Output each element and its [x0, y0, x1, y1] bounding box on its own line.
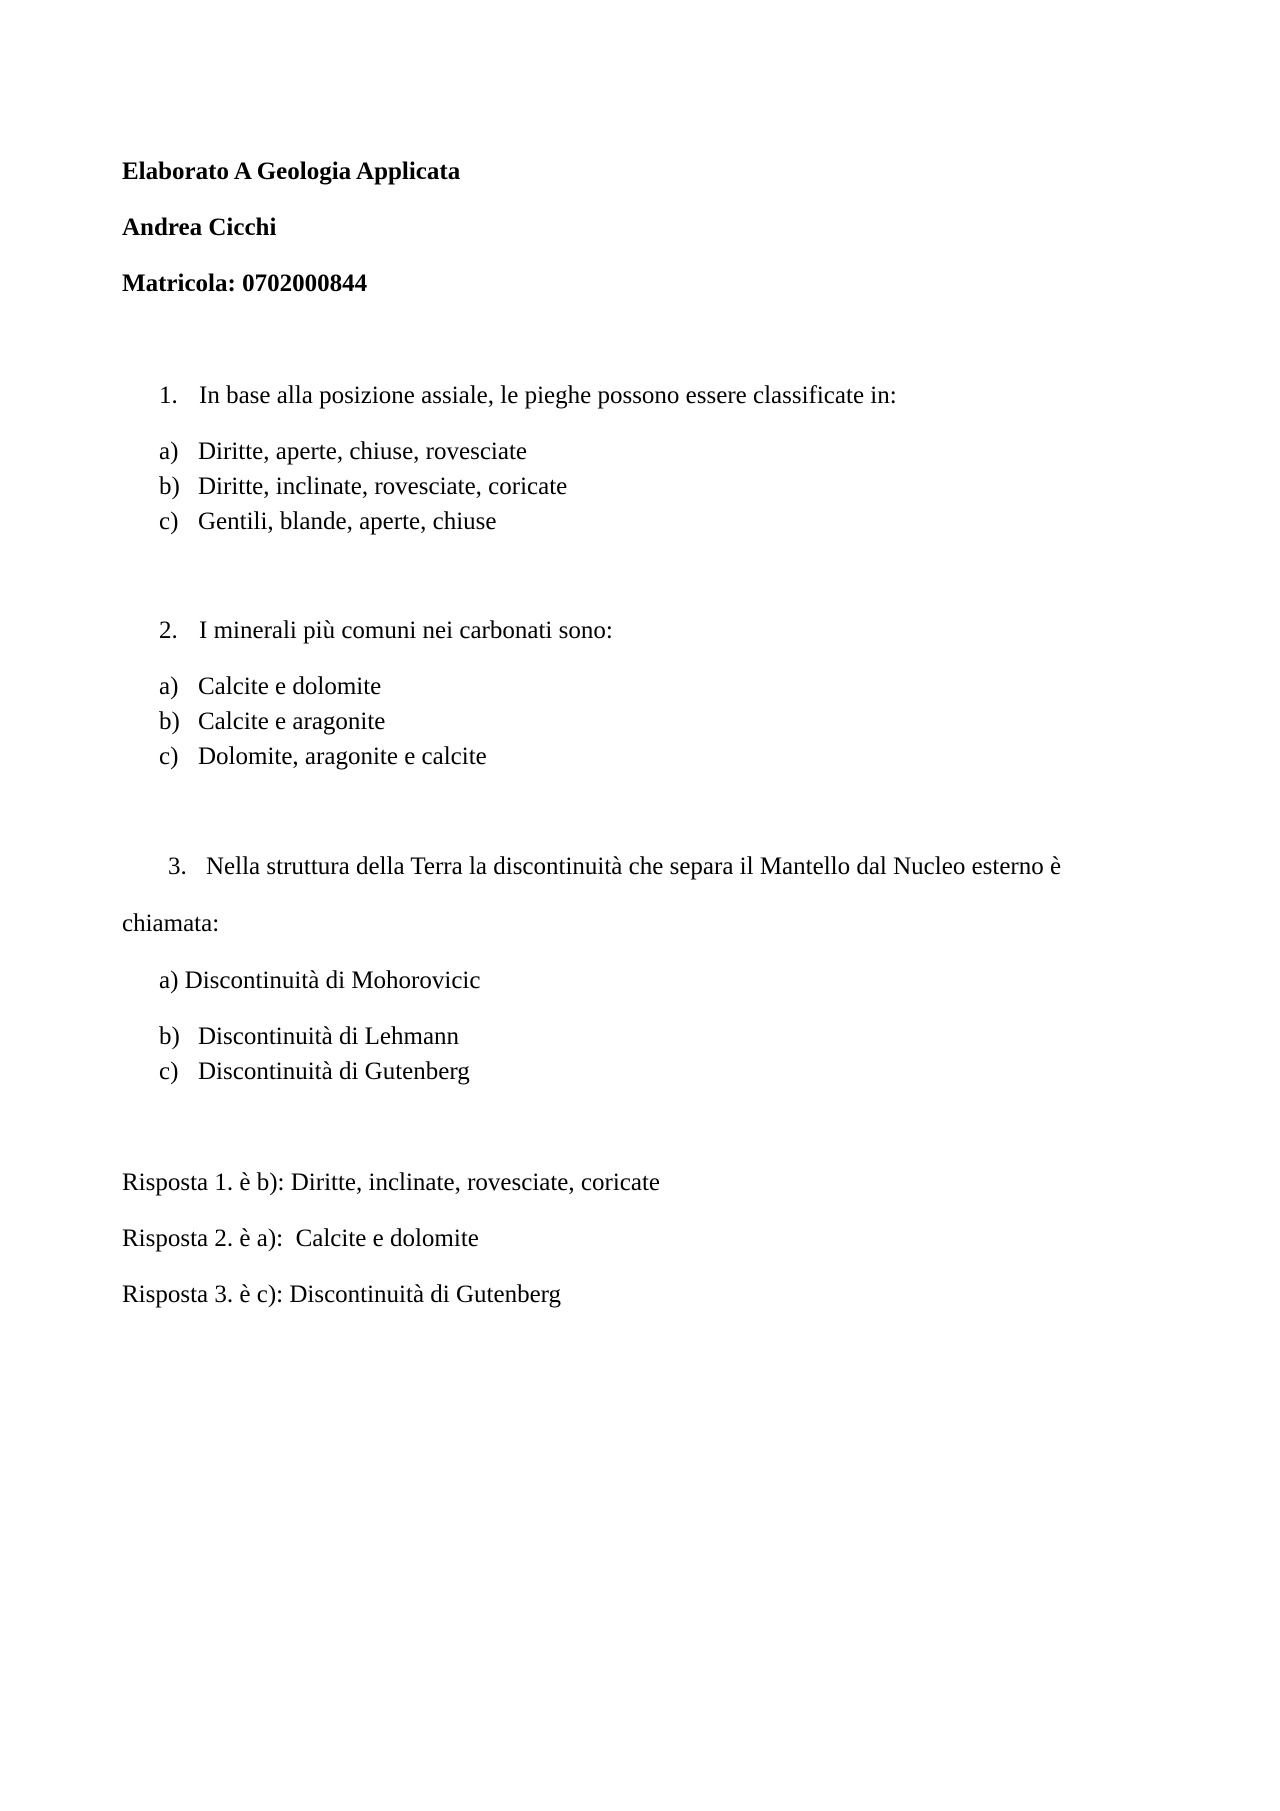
- student-id: Matricola: 0702000844: [122, 270, 368, 297]
- question-text: Nella struttura della Terra la discontinuità che separa il Mantello dal Nucleo esterno è: [206, 853, 1062, 880]
- author-name: Andrea Cicchi: [122, 214, 277, 241]
- option-text: Discontinuità di Lehmann: [198, 1023, 460, 1050]
- option-letter: c): [159, 743, 179, 770]
- question-3: [168, 854, 1061, 879]
- question-2: [159, 618, 613, 643]
- option-letter: b): [159, 473, 180, 500]
- option-text: Calcite e aragonite: [198, 708, 386, 735]
- question-2-option-b: [159, 709, 385, 734]
- option-letter: b): [159, 708, 180, 735]
- question-1-option-a: [159, 439, 527, 464]
- option-letter: a): [159, 438, 179, 465]
- option-letter: c): [159, 1058, 179, 1085]
- question-1-option-b: [159, 474, 567, 499]
- question-2-option-c: [159, 744, 487, 769]
- question-1: [159, 383, 897, 408]
- option-letter: a): [159, 673, 179, 700]
- answer-2: Risposta 2. è a): Calcite e dolomite: [122, 1225, 479, 1252]
- question-number: 2.: [159, 617, 178, 644]
- question-1-option-c: [159, 509, 497, 534]
- document-title: Elaborato A Geologia Applicata: [122, 158, 461, 185]
- option-text: Calcite e dolomite: [198, 673, 382, 700]
- option-text: Diritte, inclinate, rovesciate, coricate: [198, 473, 568, 500]
- question-2-option-a: [159, 674, 381, 699]
- option-text: Gentili, blande, aperte, chiuse: [198, 508, 497, 535]
- question-text: I minerali più comuni nei carbonati sono:: [199, 617, 613, 644]
- question-3-continued: chiamata:: [122, 910, 220, 937]
- question-number: 1.: [159, 382, 178, 409]
- option-text: Diritte, aperte, chiuse, rovesciate: [198, 438, 528, 465]
- question-3-option-b: [159, 1024, 459, 1049]
- option-letter: c): [159, 508, 179, 535]
- option-text: Dolomite, aragonite e calcite: [198, 743, 487, 770]
- option-letter: a): [159, 967, 179, 994]
- option-text: Discontinuità di Gutenberg: [198, 1058, 470, 1085]
- question-3-option-a: [159, 968, 480, 993]
- question-3-option-c: [159, 1059, 470, 1084]
- answer-3: Risposta 3. è c): Discontinuità di Gutenberg: [122, 1281, 562, 1308]
- option-text: Discontinuità di Mohorovicic: [184, 967, 481, 994]
- option-letter: b): [159, 1023, 180, 1050]
- question-text: In base alla posizione assiale, le pieghe possono essere classificate in:: [199, 382, 897, 409]
- answer-1: Risposta 1. è b): Diritte, inclinate, rovesciate, coricate: [122, 1169, 661, 1196]
- question-number: 3.: [168, 853, 187, 880]
